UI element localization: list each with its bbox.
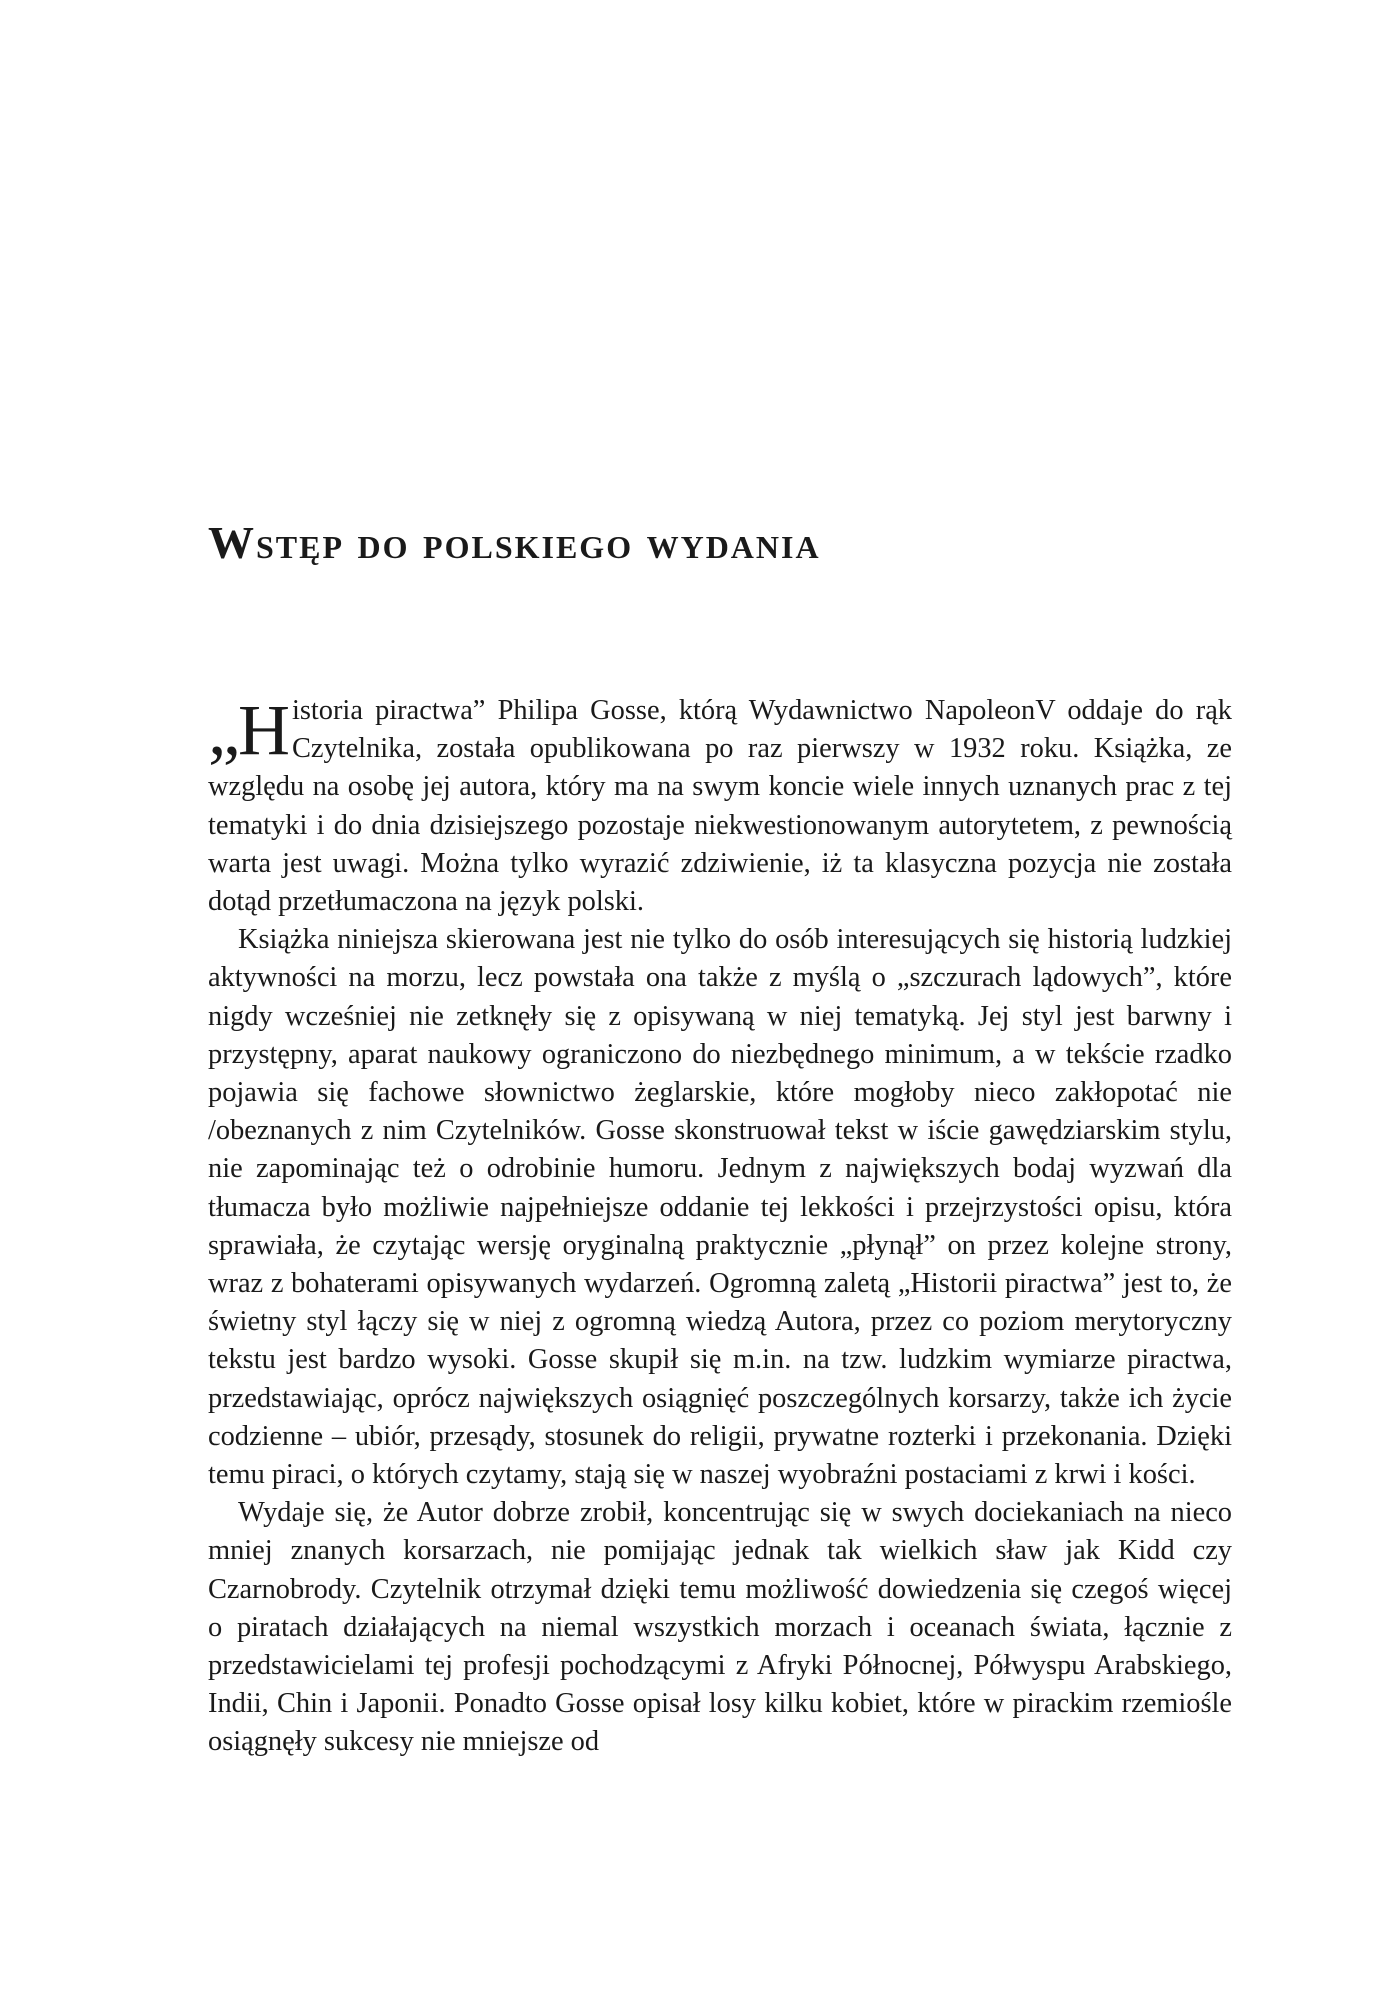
chapter-title: Wstęp do polskiego wydania — [208, 517, 821, 568]
body-text — [208, 692, 1232, 1762]
paragraph-2: Książka niniejsza skierowana jest nie tylko do osób interesujących się historią ludzkiej aktywności na morzu, lecz powstała ona także z myślą o „szczurach lądowych”, które nigdy wcześniej nie zetknęły się z opisywaną w niej tematyką. Jej styl jest barwny i przystępny, aparat naukowy ograniczono do niezbędnego minimum, a w tekście rzadko pojawia się fachowe słownictwo żeglarskie, które mogłoby nieco zakłopotać nie /obeznanych z nim Czytelników. Gosse skonstruował tekst w iście gawędziarskim stylu, nie zapominając też o odrobinie humoru. Jednym z największych bodaj wyzwań dla tłumacza było możliwie najpełniejsze oddanie tej lekkości i przejrzystości opisu, która sprawiała, że czytając wersję oryginalną praktycznie „płynął” on przez kolejne strony, wraz z bohaterami opisywanych wydarzeń. Ogromną zaletą „Historii piractwa” jest to, że świetny styl łączy się w niej z ogromną wiedzą Autora, przez co poziom merytoryczny tekstu jest bardzo wysoki. Gosse skupił się m.in. na tzw. ludzkim wymiarze piractwa, przedstawiając, oprócz największych osiągnięć poszczególnych korsarzy, także ich życie codzienne – ubiór, przesądy, stosunek do religii, prywatne rozterki i przekonania. Dzięki temu piraci, o których czytamy, stają się w naszej wyobraźni postaciami z krwi i kości. — [208, 924, 1232, 1491]
paragraph-3: Wydaje się, że Autor dobrze zrobił, koncentrując się w swych dociekaniach na nieco mniej znanych korsarzach, nie pomijając jednak tak wielkich sław jak Kidd czy Czarnobrody. Czytelnik otrzymał dzięki temu możliwość dowiedzenia się czegoś więcej o piratach działających na niemal wszystkich morzach i oceanach świata, łącznie z przedstawicielami tej profesji pochodzącymi z Afryki Północnej, Półwyspu Arabskiego, Indii, Chin i Japonii. Ponadto Gosse opisał losy kilku kobiet, które w pirackim rzemiośle osiągnęły sukcesy nie mniejsze od — [208, 1497, 1232, 1758]
paragraph-1-text: istoria piractwa” Philipa Gosse, którą Wydawnictwo NapoleonV oddaje do rąk Czytelnika, została opublikowana po raz pierwszy w 1932 roku. Książka, ze względu na osobę jej autora, który ma na swym koncie wiele innych uznanych prac z tej tematyki i do dnia dzisiejszego pozostaje niekwestionowanym autorytetem, z pewnością warta jest uwagi. Można tylko wyrazić zdziwienie, iż ta klasyczna pozycja nie została dotąd przetłumaczona na język polski. — [208, 695, 1232, 918]
paragraph-1 — [208, 692, 1232, 921]
drop-cap: „H — [208, 690, 288, 770]
